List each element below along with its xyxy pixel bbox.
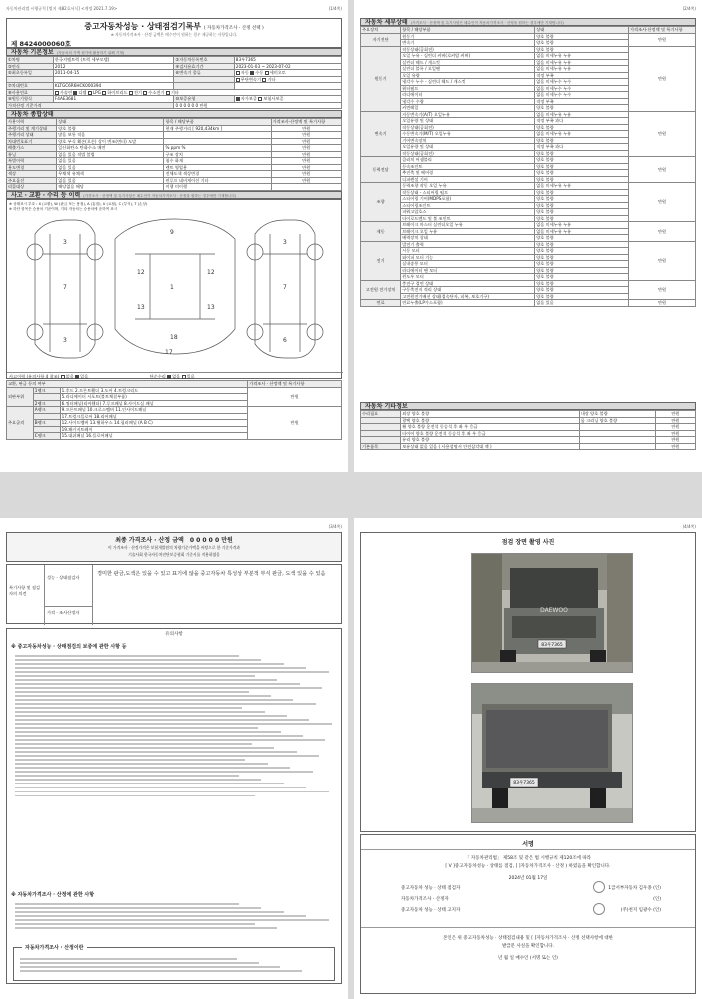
fine-print-line — [15, 659, 261, 661]
transmission-options: 자동 수동 세미오토 — [234, 70, 341, 77]
detail-row: 고전원전기배선 상태(접속단자, 피복, 보호기구) 양호 불량 — [361, 293, 696, 300]
detail-row: 변속기 자동변속기(A/T) 오일누유 없음 미세누유 누유 만원 — [361, 111, 696, 118]
other-info-row: 유리 양호 불량 만원 — [361, 437, 696, 444]
vehicle-name: 한국지엠트럭 (트럭 세부모델) — [53, 57, 174, 64]
detail-row: 조향 동력조향 작동 오일 누유 없음 미세누유 누유 만원 — [361, 183, 696, 190]
svg-text:18: 18 — [170, 334, 178, 341]
detail-row: 와이퍼 모터 기능 양호 불량 — [361, 254, 696, 261]
fine-print-line — [15, 747, 274, 749]
fine-print-line — [15, 751, 297, 753]
buyer-signature-line: 년 월 일 매수인 (서명 또는 인) — [498, 956, 558, 961]
status-row: 주행거리 상태 많음 보통 적음 만원 — [7, 132, 342, 139]
status-row: 배출가스 일산화탄소 탄화수소 매연 % ppm % 만원 — [7, 145, 342, 152]
detail-row: 연료 연료누출(LP가스포함) 없음 있음 만원 — [361, 300, 696, 307]
detail-row: 추진축 및 베어링 양호 불량 — [361, 170, 696, 177]
fine-print-line — [15, 903, 239, 905]
detail-row: 등속조인트 양호 불량 — [361, 163, 696, 170]
detail-status-table: 주요장치 항목 / 해당부품 상태 가격조사·산정액 및 특기사항 자기진단 원동기 양호 불량 만원 변속기 양호 불량 원동기 작동상태(공회전) 양호 불량 만원 오일 누유 - 실린더 커버(로커암 커버) 없음 미세누유 누유 실린더 헤드 / 개스킷 없음 미세누유 누유 실린더 블록 / 오일팬 없음 미세누유 누유 오일 유량 적정 부족 냉각수 누수 - 실린더 헤드 / 개스킷 없음 미세누수 누수 워터펌프 없음 미세누수 누수 라디에이터 없음 미세누수 누수 냉각수 수량 적정 부족 커먼레일 양호 불량 변속기 자동변속기(A/T) 오일누유 없음 미세누유 누유 만원 오일유량 및 상태 적정 부족 과다 작동상태(공회전) 양호 불량 수동변속기(M/T) 오일누유 없음 미세누유 누유 기어변속장치 양호 불량 오일유량 및 상태 적정 부족 과다 작동상태(공회전) 양호 불량 동력전달 클러치 어셈블리 양호 불량 만원 등속조인트 양호 불량 추진축 및 베어링 양호 불량 디퍼렌셜 기어 양호 불량 조향 동력조향 작동 오일 누유 없음 미세누유 누유 만원 작동상태 - 스티어링 펌프 양호 불량 스티어링 기어(MDPS포함) 양호 불량 스티어링조인트 양호 불량 파워고압호스 양호 불량 타이로드엔드 및 볼 조인트 양호 불량 제동 브레이크 마스터 실린더오일 누유 없음 미세누유 누유 만원 브레이크 오일 누유 없음 미세누유 누유 배력장치 상태 양호 불량 전기 발전기 출력 양호 불량 만원 시동 모터 양호 불량 와이퍼 모터 기능 양호 불량 실내송풍 모터 양호 불량 라디에이터 팬 모터 양호 불량 윈도우 모터 양호 불량 고전원 전기장치 충전구 절연 상태 양호 불량 만원 구동축전지 격리 상태 양호 불량 고전원전기배선 상태(접속단자, 피복, 보호기구) 양호 불량 연료 연료누출(LP가스포함) 없음 있음 만원 — [360, 26, 696, 307]
special-notes-label: 특기사항 및 점검자의 의견 — [7, 565, 45, 625]
notice-subtitle-2: ※ 자동차가격조사 · 산정에 관한 사항 — [11, 892, 95, 898]
fine-print-line — [15, 715, 287, 717]
detail-row: 커먼레일 양호 불량 — [361, 105, 696, 112]
fine-print-line — [15, 719, 309, 721]
fine-print-line — [20, 966, 280, 968]
fine-print-line — [20, 958, 237, 960]
fine-print-line — [15, 927, 277, 929]
signature-row: 자동차가격조사 · 산정자 (인) — [401, 897, 661, 902]
detail-row: 작동상태 - 스티어링 펌프 양호 불량 — [361, 189, 696, 196]
fine-print-line — [15, 919, 329, 921]
overall-status-table: 사용이력 상태 항목 / 해당부품 가격조사·산정액 및 특기사항 주행거리 및 계기상태 양호 불량 현재 주행거리 [ 920,434km ] 만원 주행거리 상태 많음 보통 적음 만원 차대번호표기 양호 부식 훼손(오손) 상이 변조(변타) 도말 만원 배출가스 일산화탄소 탄화수소 매연 % ppm % 만원 튜닝 없음 있음 적법 불법 구조 장치 만원 특별이력 없음 있음 침수 화재 만원 용도변경 없음 있음 렌트 영업용 만원 색상 무채색 유채색 전체도색 색상변경 만원 주요옵션 없음 있음 썬루프 네비게이션 기타 만원 리콜대상 해당없음 해당 이행 미이행 — [6, 118, 342, 191]
svg-text:6: 6 — [283, 337, 287, 344]
detail-row: 브레이크 오일 누유 없음 미세누유 누유 — [361, 228, 696, 235]
detail-row: 디퍼렌셜 기어 양호 불량 — [361, 176, 696, 183]
notice-block — [6, 628, 342, 984]
notice-text-2 — [15, 901, 335, 931]
appraiser-label: 가격 · 조사산정자 — [45, 607, 93, 625]
photo-title: 점검 장면 촬영 사진 — [501, 539, 555, 546]
fine-print-line — [15, 767, 290, 769]
final-price-note: 이 가격조사 · 산정가격은 보험개발원의 차량기준가액을 바탕으로 한 기준가격과 — [108, 545, 240, 550]
fine-print-line — [15, 675, 255, 677]
svg-text:9: 9 — [170, 229, 174, 236]
fine-print-line — [15, 667, 306, 669]
buyer-statement: 본인은 위 중고자동차성능 · 상태점검내용 및 [ ]자동차가격조사 · 산정 선택사항에 대한 — [443, 936, 613, 941]
page-number: (4/4쪽) — [682, 524, 696, 529]
signature-title: 서명 — [522, 841, 534, 848]
truck-brand: DAEWOO — [540, 607, 568, 614]
fine-print-line — [20, 970, 302, 972]
svg-text:17: 17 — [165, 349, 173, 356]
detail-row: 오일 유량 적정 부족 — [361, 72, 696, 79]
detail-row: 구동축전지 격리 상태 양호 불량 — [361, 287, 696, 294]
final-price-title: 최종 가격조사 · 산정 금액 — [115, 537, 184, 544]
other-info-row: 수리필요 외장 양호 불량 내장 양호 불량 만원 — [361, 411, 696, 418]
fine-print-line — [15, 707, 242, 709]
other-info-row: 타이어 양호 불량 운전석 동승석 후 좌 우 응급 만원 — [361, 430, 696, 437]
detail-row: 변속기 양호 불량 — [361, 40, 696, 47]
fine-print-line — [15, 783, 284, 785]
detail-row: 작동상태(공회전) 양호 불량 — [361, 124, 696, 131]
other-info-row: 휠 양호 불량 운전석 동승석 후 좌 우 응급 만원 — [361, 424, 696, 431]
fine-print-line — [15, 727, 258, 729]
page-header — [6, 6, 342, 13]
fine-print-line — [15, 663, 284, 665]
fine-print-line — [15, 759, 245, 761]
detail-row: 실린더 헤드 / 개스킷 없음 미세누유 누유 — [361, 59, 696, 66]
fine-print-line — [15, 911, 284, 913]
signature-rows — [401, 883, 661, 916]
fine-print-line — [15, 683, 300, 685]
status-row: 용도변경 없음 있음 렌트 영업용 만원 — [7, 164, 342, 171]
notice-title: 유의사항 — [165, 632, 183, 637]
first-registration-date: 2011-04-15 — [53, 70, 174, 77]
detail-row: 파워고압호스 양호 불량 — [361, 209, 696, 216]
detail-row: 실내송풍 모터 양호 불량 — [361, 261, 696, 268]
other-info-table — [360, 410, 696, 450]
svg-text:1: 1 — [170, 284, 174, 291]
truck-rear-photo — [471, 683, 633, 823]
detail-row: 실린더 블록 / 오일팬 없음 미세누유 누유 — [361, 66, 696, 73]
model-year: 2012 — [53, 63, 174, 70]
detail-row: 냉각수 누수 - 실린더 헤드 / 개스킷 없음 미세누수 누수 — [361, 79, 696, 86]
svg-text:7: 7 — [63, 284, 67, 291]
engine-type: F4AE3681 — [53, 96, 174, 103]
truck-front-photo — [471, 553, 633, 673]
vin-number: KLTGC6R6HCK000394 — [53, 83, 174, 90]
detail-row: 시동 모터 양호 불량 — [361, 248, 696, 255]
detail-row: 고전원 전기장치 충전구 절연 상태 양호 불량 만원 — [361, 280, 696, 287]
fine-print-line — [15, 787, 306, 789]
detail-row: 기어변속장치 양호 불량 — [361, 137, 696, 144]
inspection-page-3 — [0, 518, 348, 999]
inspection-period: 2023-01-03 ~ 2023-07-02 — [234, 63, 341, 70]
fine-print-line — [15, 671, 329, 673]
special-notes-block — [6, 564, 342, 624]
fine-print-line — [20, 962, 259, 964]
detail-row: 스티어링 기어(MDPS포함) 양호 불량 — [361, 196, 696, 203]
detail-row: 오일유량 및 상태 적정 부족 과다 — [361, 144, 696, 151]
fine-print-line — [15, 915, 306, 917]
final-price-amount: 0 0 0 0 0 만원 — [189, 537, 233, 544]
fine-print-line — [15, 695, 271, 697]
registration-number: 83우7365 — [234, 57, 341, 64]
svg-text:13: 13 — [207, 304, 215, 311]
basic-info-table: ①차명 한국지엠트럭 (트럭 세부모델) ②자동차등록번호 83우7365 ③연식 2012 ④검사유효기간 2023-01-03 ~ 2023-07-02 ⑤최초등록일 2011-04-15 ⑥변속기 종류 자동 수동 세미오토 무단변속기 기타 ⑦차대번호 KLTGC6R6HCK000394 ⑧사용연료 가솔린 디젤 LPG 하이브리드 전기 수소전기 기타 ⑨원동기형식 F4AE3681 ⑩보증유형 자가보증 보험사보증 가격산정 기준가격 0 0 0 0 0 0 만원 — [6, 56, 342, 109]
fine-print-line — [15, 703, 316, 705]
detail-row: 동력전달 클러치 어셈블리 양호 불량 만원 — [361, 157, 696, 164]
fine-print-line — [15, 711, 265, 713]
fine-print-line — [15, 655, 239, 657]
fine-print-line — [15, 795, 255, 797]
detail-row: 윈도우 모터 양호 불량 — [361, 274, 696, 281]
exchange-row: B랭크 12.사이드멤버 13.휠하우스 14.필러패널 (A B C) — [7, 420, 342, 427]
inspector-label: 성능 · 상태점검자 — [45, 565, 93, 607]
title-notice: ※ 자동차가격조사 · 산정 금액은 매수인이 원하는 경우 제공하는 사항입니다. — [110, 32, 238, 37]
price-definition-title: 자동차가격조사 · 산정이란 — [22, 944, 87, 951]
document-number: 제 8424000060호 — [11, 40, 72, 48]
rear-plate: 83우7365 — [513, 781, 535, 786]
detail-row: 배력장치 상태 양호 불량 — [361, 235, 696, 242]
svg-text:12: 12 — [207, 269, 215, 276]
front-plate: 83우7365 — [541, 643, 563, 648]
final-price-note-2: 기술사회 한국자동차진단보증협회 기준서를 적용하였음 — [128, 552, 220, 557]
exchange-row: 17.트렁크플로어 18.리어패널 — [7, 413, 342, 420]
svg-text:7: 7 — [283, 284, 287, 291]
fine-print-line — [15, 743, 252, 745]
page-number: (2/4쪽) — [682, 6, 696, 11]
document-title: 중고자동차성능 · 상태점검기록부 — [84, 22, 202, 31]
status-row: 주요옵션 없음 있음 썬루프 네비게이션 기타 만원 — [7, 177, 342, 184]
overall-status-section-title: 자동차 종합상태 — [6, 110, 342, 118]
notice-subtitle: ※ 중고자동차성능 · 상태점검의 보증에 관한 사항 등 — [11, 644, 127, 650]
fine-print-line — [15, 791, 329, 793]
price-definition-box — [13, 947, 335, 981]
exchange-row: 주요골격 A랭크 9.프론트패널 10.크로스멤버 11.인사이드패널 만원 — [7, 407, 342, 414]
svg-text:3: 3 — [283, 239, 287, 246]
warranty-options: 자가보증 보험사보증 — [234, 96, 341, 103]
signature-row: 중고자동차 성능 · 상태 고지자 (주)천지 임광수 (인) — [401, 908, 661, 913]
signature-date: 2024년 01월 17일 — [508, 876, 548, 881]
fine-print-line — [15, 755, 319, 757]
inspection-page-4 — [354, 518, 702, 999]
inspection-page-1 — [0, 0, 348, 472]
fine-print-line — [15, 691, 249, 693]
detail-row: 오일 누유 - 실린더 커버(로커암 커버) 없음 미세누유 누유 — [361, 53, 696, 60]
other-info-row: 기본품목 보유상태 없음 있음 ( 사용설명서 안전삼각대 잭 ) 만원 — [361, 443, 696, 450]
page-header — [360, 6, 696, 13]
signature-block — [360, 834, 696, 994]
basic-info-section-title: 자동차 기본정보 (자동차의 가액 평가에 활용하기 위해 기재) — [6, 48, 342, 56]
fine-print-line — [15, 735, 303, 737]
exchange-row: 2랭크 6.쿼터패널(리어휀더) 7.루프패널 8.사이드실 패널 — [7, 400, 342, 407]
detail-row: 라디에이터 팬 모터 양호 불량 — [361, 267, 696, 274]
fine-print-line — [15, 687, 322, 689]
status-row: 주행거리 및 계기상태 양호 불량 현재 주행거리 [ 920,434km ] 만원 — [7, 125, 342, 132]
page-header — [6, 524, 342, 531]
detail-row: 자기진단 원동기 양호 불량 만원 — [361, 33, 696, 40]
detail-row: 오일유량 및 상태 적정 부족 과다 — [361, 118, 696, 125]
law-statement: 「 자동차관리법」 제58조 및 같은 법 시행규칙 제120조에 따라 — [464, 856, 592, 861]
exchange-row: C랭크 15.대쉬패널 16.플로어패널 — [7, 433, 342, 440]
fine-print-line — [15, 699, 293, 701]
detail-row: 제동 브레이크 마스터 실린더오일 누유 없음 미세누유 누유 만원 — [361, 222, 696, 229]
svg-text:3: 3 — [63, 337, 67, 344]
detail-row: 타이로드엔드 및 볼 조인트 양호 불량 — [361, 215, 696, 222]
law-statement-2: [ V ]중고자동차성능 · 상태를 점검, [ ]자동차가격조사 · 산정 ) 하였음을 확인합니다. — [445, 864, 611, 869]
accident-legend-note: ※ 하단 항목은 승용차 기준이며, 기타 자동차는 승용차에 준하여 표시 — [9, 207, 118, 211]
status-row: 리콜대상 해당없음 해당 이행 미이행 — [7, 184, 342, 191]
notice-text — [15, 653, 335, 799]
fine-print-line — [15, 763, 268, 765]
svg-text:12: 12 — [137, 269, 145, 276]
inspector-opinion: 경미한 판금,도색은 있을 수 있고 표기에 않을 중고자동차 특성상 부분적 부식 판금, 도색 있을 수 있음 — [97, 571, 326, 577]
accident-section-title: 사고 · 교환 · 수리 등 이력 (가격조사 · 산정액 및 특기사항은 매수인이 자동차가격조사 · 산정을 원하는 경우에만 기재합니다) — [6, 191, 342, 199]
status-row: 차대번호표기 양호 부식 훼손(오손) 상이 변조(변타) 도말 만원 — [7, 138, 342, 145]
exchange-row: 19.패키지트레이 — [7, 426, 342, 433]
car-damage-diagram — [15, 214, 335, 370]
status-row: 튜닝 없음 있음 적법 불법 구조 장치 만원 — [7, 151, 342, 158]
form-reference: 자동차관리법 시행규칙 [별지 제82호서식] <개정 2021.7.19> — [6, 6, 118, 11]
accident-diagram-box — [6, 199, 342, 379]
detail-row: 원동기 작동상태(공회전) 양호 불량 만원 — [361, 46, 696, 53]
detail-row: 워터펌프 없음 미세누수 누수 — [361, 85, 696, 92]
inspection-page-2 — [354, 0, 702, 472]
svg-text:3: 3 — [63, 239, 67, 246]
title-block — [6, 18, 342, 48]
svg-text:13: 13 — [137, 304, 145, 311]
photo-block — [360, 532, 696, 832]
other-info-section-title: 자동차 기타정보 — [360, 402, 696, 410]
detail-row: 전기 발전기 출력 양호 불량 만원 — [361, 241, 696, 248]
base-price: 0 0 0 0 0 0 만원 — [174, 102, 342, 109]
price-definition-text — [20, 956, 330, 974]
signature-row: 중고자동차 성능 · 상태 점검자 1급서부자동차 김우종 (인) — [401, 886, 661, 891]
detail-section-title: 자동차 세부상태 (가격조사 · 산정액 및 특기사항은 매수인이 자동차가격조사 · 산정을 원하는 경우에만 기재합니다) — [360, 18, 696, 26]
fine-print-line — [15, 739, 325, 741]
detail-row: 작동상태(공회전) 양호 불량 — [361, 150, 696, 157]
fine-print-line — [15, 923, 255, 925]
fine-print-line — [15, 775, 239, 777]
fine-print-line — [15, 779, 261, 781]
inspector-seal-icon — [593, 881, 605, 893]
page-header — [360, 524, 696, 531]
exchange-row: 외판부위 1랭크 1.후드 2.프론트휀더 3.도어 4.트렁크리드 만원 — [7, 387, 342, 394]
accident-legend: ※ 상태표시 부호 : X (교환), W (판금 또는 용접), A (흠집), U (요철), C (부식), T (손상) — [9, 202, 148, 206]
page-number: (3/4쪽) — [328, 524, 342, 529]
detail-row: 냉각수 수량 적정 부족 — [361, 98, 696, 105]
buyer-statement-2: 발급문 사실을 확인합니다. — [501, 944, 555, 949]
other-info-row: 광택 양호 불량 룸 크리닝 양호 불량 만원 — [361, 417, 696, 424]
final-price-block — [6, 532, 342, 562]
detail-row: 라디에이터 없음 미세누수 누수 — [361, 92, 696, 99]
fine-print-line — [15, 723, 332, 725]
status-row: 색상 무채색 유채색 전체도색 색상변경 만원 — [7, 171, 342, 178]
exchange-row: 5.라디에이터 서포트(볼트체결부품) — [7, 394, 342, 401]
page-number: (1/4쪽) — [328, 6, 342, 11]
fuel-options: 가솔린 디젤 LPG 하이브리드 전기 수소전기 기타 — [53, 89, 341, 96]
fine-print-line — [15, 679, 277, 681]
notifier-seal-icon — [593, 903, 605, 915]
fine-print-line — [15, 771, 313, 773]
exchange-table: 교환, 판금 등의 여부 가격조사 · 산정액 및 특기사항 외판부위 1랭크 1.후드 2.프론트휀더 3.도어 4.트렁크리드 만원 5.라디에이터 서포트(볼트체결부품) 2랭크 6.쿼터패널(리어휀더) 7.루프패널 8.사이드실 패널 주요골격 A랭크 9.프론트패널 10.크로스멤버 11.인사이드패널 만원 17.트렁크플로어 18.리어패널 B랭크 12.사이드멤버 13.휠하우스 14.필러패널 (A B C) 19.패키지트레이 C랭크 15.대쉬패널 16.플로어패널 — [6, 380, 342, 440]
title-options: ( 자동차가격조사 · 산정 선택 ) — [203, 26, 264, 31]
fine-print-line — [15, 907, 261, 909]
detail-row: 수동변속기(M/T) 오일누유 없음 미세누유 누유 — [361, 131, 696, 138]
fine-print-line — [15, 731, 281, 733]
accident-summary-row: 사고이력 (유의사항 4 참조) 없음 있음 단순수리 없음 있음 — [7, 372, 343, 380]
status-row: 특별이력 없음 있음 침수 화재 만원 — [7, 158, 342, 165]
detail-row: 스티어링조인트 양호 불량 — [361, 202, 696, 209]
